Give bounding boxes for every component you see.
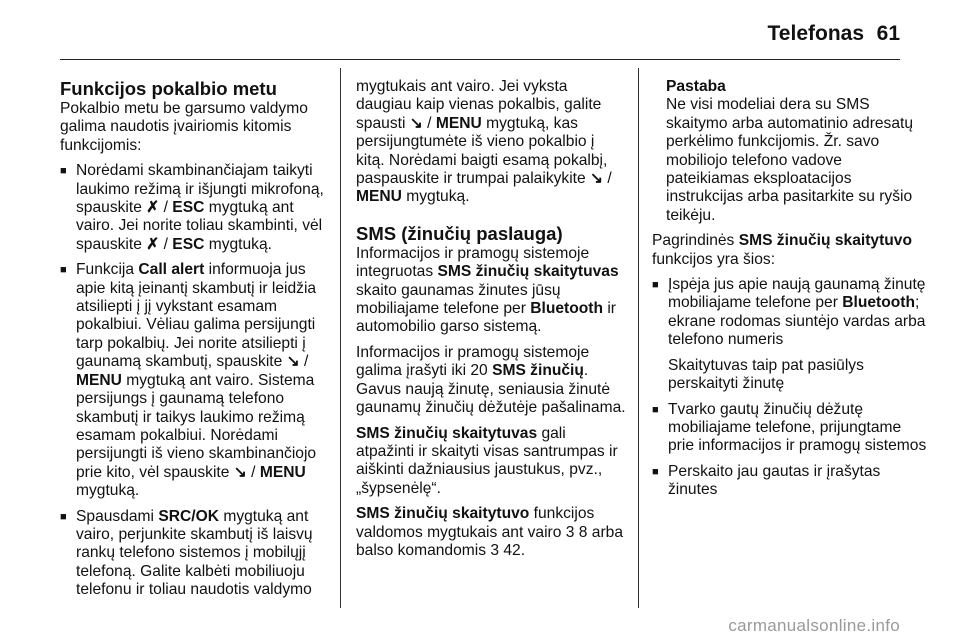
page-ref-icon: 3: [565, 523, 575, 541]
column-divider: [340, 68, 341, 608]
phone-icon: ↘: [286, 353, 300, 371]
paragraph: SMS žinučių skaitytuvo funkcijos valdomos mygtukais ant vairo 3 8 arba balso komandomis 3 42.: [356, 505, 623, 559]
page-number: 61: [876, 22, 900, 45]
note-text: Ne visi modeliai dera su SMS skaitymo arba automatinio adresatų perkėlimo funkcijomis. Žr. savo mobiliojo telefono vadove pateikiamas eksploatacijos instrukcijas arba pasitarkite su ryšio teikėju.: [666, 96, 914, 224]
list-item: ■ Funkcija Call alert informuoja jus apie kitą įeinantį skambutį ir leidžia atsiliepti į jį vykstant esamam pokalbiui. Vėliau galima persijungti tarp pokalbių. Jei norite atsiliepti į gaunamą skambutį, spauskite ↘ / MENU mygtuką ant vairo. Sistema persijungs į gaunamą telefono skambutį ir taikys laukimo režimą esamam pokalbiui. Norėdami persijungti iš vieno skambinančiojo prie kito, vėl spauskite ↘ / MENU mygtuką.: [60, 261, 328, 500]
paragraph: Informacijos ir pramogų sistemoje galima įrašyti iki 20 SMS žinučių. Gavus naują žinutę, seniausia žinutė gaunamų žinučių dėžutėje pašalinama.: [356, 343, 626, 417]
list-item: ■ Perskaito jau gautas ir įrašytas žinutes: [652, 463, 927, 500]
list-item: ■ Norėdami skambinančiajam taikyti laukimo režimą ir išjungti mikrofoną, spauskite ✗ / ESC mygtuką ant vairo. Jei norite toliau skambinti, vėl spauskite ✗ / ESC mygtuką.: [60, 162, 328, 254]
paragraph: Pokalbio metu be garsumo valdymo galima naudotis įvairiomis kitomis funkcijomis:: [60, 100, 308, 154]
paragraph: Informacijos ir pramogų sistemoje integruotas SMS žinučių skaitytuvas skaito gaunamas žinutes jūsų mobiliajame telefone per Bluetooth ir automobilio garso sistemą.: [356, 244, 619, 336]
column-3: [652, 78, 927, 507]
header-rule: [60, 59, 900, 60]
section-heading: SMS (žinučių paslauga): [356, 222, 563, 244]
section-title: Telefonas: [767, 22, 864, 45]
bullet-list: [652, 401, 927, 500]
column-divider: [638, 68, 639, 608]
phone-icon: ↘: [409, 114, 423, 132]
column-1: [60, 78, 328, 607]
note-box: [652, 78, 927, 225]
list-item-subtext: Skaitytuvas taip pat pasiūlys perskaityti žinutę: [668, 356, 864, 393]
paragraph: mygtukais ant vairo. Jei vyksta daugiau kaip vienas pokalbis, galite spausti ↘ / MENU mygtuką, kas persijungtumėte iš vieno pokalbio į kitą. Norėdami baigti esamą pokalbį, paspauskite ir trumpai palaikykite ↘ / MENU mygtuką.: [356, 78, 612, 206]
paragraph: SMS žinučių skaitytuvas gali atpažinti ir skaityti visas santrumpas ir aiškinti dažniausius jaustukus, pvz., „šypsenėlę“.: [356, 424, 618, 497]
paragraph: Pagrindinės SMS žinučių skaitytuvo funkcijos yra šios:: [652, 232, 912, 268]
column-2: [356, 78, 626, 567]
phone-icon: ↘: [233, 463, 247, 481]
mute-icon: ✗: [146, 235, 160, 253]
note-title: Pastaba: [666, 78, 726, 95]
watermark: carmanualsonline.info: [728, 616, 900, 635]
section-heading: Funkcijos pokalbio metu: [60, 78, 277, 99]
phone-icon: ↘: [590, 170, 604, 188]
bullet-list: [60, 162, 328, 599]
mute-icon: ✗: [146, 199, 160, 217]
list-item: ■ Įspėja jus apie naują gaunamą žinutę mobiliajame telefone per Bluetooth; ekrane rodomas siuntėjo vardas arba telefono numeris: [652, 276, 927, 350]
list-item: ■ Tvarko gautų žinučių dėžutę mobiliajame telefone, prijungtame prie informacijos ir pramogų sistemos: [652, 401, 927, 456]
bullet-list: [652, 276, 927, 350]
page-ref-icon: 3: [490, 541, 500, 559]
list-item: ■ Spausdami SRC/OK mygtuką ant vairo, perjunkite skambutį iš laisvų rankų telefono sistemos į mobilųjį telefoną. Galite kalbėti mobiliuoju telefonu ir toliau naudotis valdymo: [60, 508, 328, 600]
